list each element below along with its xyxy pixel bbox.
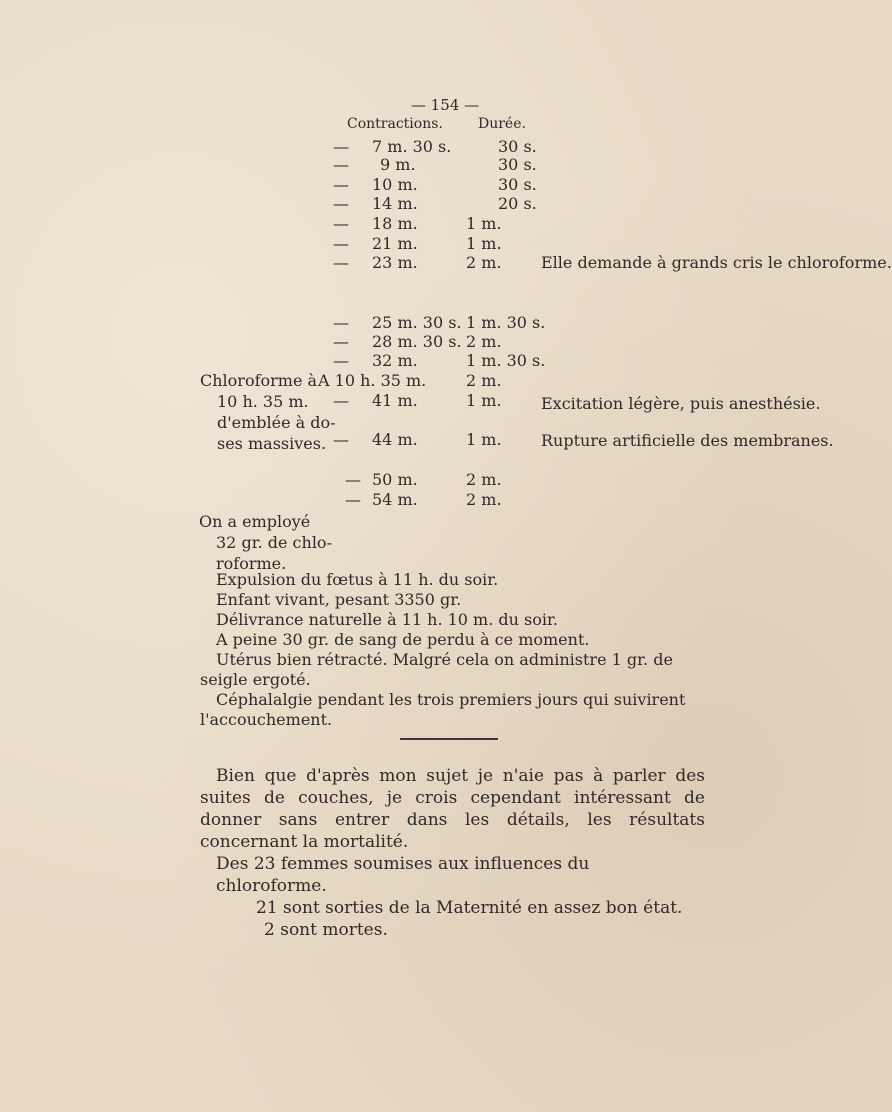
contraction-time: 54 m. (372, 490, 418, 509)
duration: 2 m. (466, 253, 502, 272)
dash-mark: — (333, 332, 349, 351)
duration: 1 m. 30 s. (466, 313, 546, 332)
note-line: On a employé (199, 512, 311, 531)
mortality-section (200, 765, 705, 941)
remark-text: Rupture artificielle des membranes. (541, 431, 834, 450)
paragraph: Céphalalgie pendant les trois premiers jours qui suivirent l'accouchement. (200, 690, 686, 729)
duration: 20 s. (498, 194, 537, 213)
duration: 2 m. (466, 470, 502, 489)
header-duree: Durée. (478, 116, 526, 132)
note-line: Chloroforme à (200, 371, 318, 390)
dash-mark: — (333, 391, 349, 410)
contraction-time: 14 m. (372, 194, 418, 213)
duration: 30 s. (498, 155, 537, 174)
paragraph: Expulsion du fœtus à 11 h. du soir. (216, 570, 499, 589)
section-divider (400, 738, 498, 740)
remark-text: Excitation légère, puis anesthésie. (541, 394, 821, 413)
contraction-time: 28 m. 30 s. (372, 332, 462, 351)
dash-mark: — (333, 430, 349, 449)
duration: 2 m. (466, 371, 502, 390)
chloroforme-note (200, 370, 336, 454)
dash-mark: — (333, 155, 349, 174)
dash-mark: — (333, 175, 349, 194)
duration: 1 m. (466, 430, 502, 449)
observation-paragraphs (200, 570, 705, 730)
dash-mark: — (333, 194, 349, 213)
duration: 1 m. (466, 214, 502, 233)
contraction-time: 44 m. (372, 430, 418, 449)
contraction-time: 50 m. (372, 470, 418, 489)
dash-mark: — (333, 351, 349, 370)
dash-mark: — (333, 234, 349, 253)
paragraph: Des 23 femmes soumises aux influences du chloroforme. (216, 854, 590, 896)
paragraph: Bien que d'après mon sujet je n'aie pas à parler des suites de couches, je crois cependant intéressant de donner sans entrer dans les détails, les résultats concernant la mortalité. (200, 766, 705, 852)
dash-mark: — (333, 253, 349, 272)
paragraph: 21 sont sorties de la Maternité en assez bon état. (256, 898, 683, 918)
duration: 1 m. (466, 234, 502, 253)
contraction-time: 7 m. 30 s. (372, 137, 452, 156)
paragraph: Délivrance naturelle à 11 h. 10 m. du soir. (216, 610, 558, 629)
duration: 30 s. (498, 137, 537, 156)
duration: 1 m. (466, 391, 502, 410)
contraction-time: 41 m. (372, 391, 418, 410)
duration: 1 m. 30 s. (466, 351, 546, 370)
dash-mark: — (333, 214, 349, 233)
employe-note (199, 511, 332, 574)
contraction-time: 9 m. (380, 155, 416, 174)
contraction-time: 25 m. 30 s. (372, 313, 462, 332)
page-number: — 154 — (410, 96, 480, 114)
header-contractions: Contractions. (347, 116, 443, 132)
duration: 2 m. (466, 490, 502, 509)
dash-mark: — (345, 470, 361, 489)
paragraph: 2 sont mortes. (264, 920, 388, 940)
contraction-time: 23 m. (372, 253, 418, 272)
dash-mark: — (333, 313, 349, 332)
contraction-time: 18 m. (372, 214, 418, 233)
duration: 30 s. (498, 175, 537, 194)
contraction-time: 21 m. (372, 234, 418, 253)
paragraph: Utérus bien rétracté. Malgré cela on administre 1 gr. de seigle ergoté. (200, 650, 673, 689)
note-line: d'emblée à do- (217, 413, 336, 432)
note-line: 32 gr. de chlo- (216, 533, 332, 552)
contraction-time: A 10 h. 35 m. (318, 371, 427, 390)
remark-text: Elle demande à grands cris le chloroforme. (541, 253, 892, 272)
contraction-time: 32 m. (372, 351, 418, 370)
contraction-time: 10 m. (372, 175, 418, 194)
paragraph: Enfant vivant, pesant 3350 gr. (216, 590, 462, 609)
note-line: ses massives. (217, 434, 327, 453)
duration: 2 m. (466, 332, 502, 351)
dash-mark: — (333, 137, 349, 156)
dash-mark: — (345, 490, 361, 509)
note-line: roforme. (216, 554, 287, 573)
paragraph: A peine 30 gr. de sang de perdu à ce moment. (216, 630, 590, 649)
note-line: 10 h. 35 m. (217, 392, 309, 411)
